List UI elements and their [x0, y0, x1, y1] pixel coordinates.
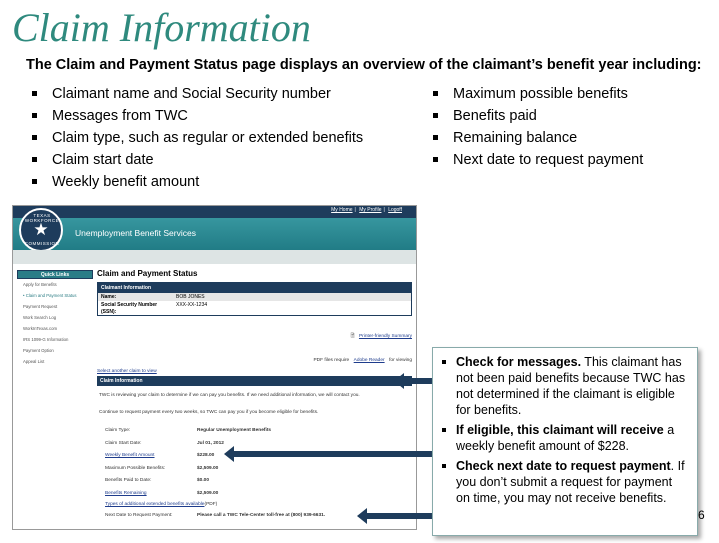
intro-text: The Claim and Payment Status page displays an overview of the claimant’s benefit year including:	[26, 57, 702, 73]
sidebar-item-apply[interactable]: Apply for Benefits	[23, 282, 57, 287]
claimant-info-box: Claimant Information Name: BOB JONES Social Security Number XXX-XX-1234 (SSN):	[97, 282, 412, 316]
sidebar-item-claim-status[interactable]: • Claim and Payment Status	[23, 293, 77, 298]
callout-item-weekly: If eligible, this claimant will receive a weekly benefit amount of $228.	[441, 422, 689, 454]
types-extended-benefits-link[interactable]: Types of additional extended benefits available	[105, 502, 205, 507]
star-icon: ★	[33, 220, 49, 239]
next-date-row: Next Date to Request Payment: Please call a TWC Tele-Center toll-free at (800) 939-6631.	[105, 513, 326, 518]
ssn-row: Social Security Number XXX-XX-1234	[101, 302, 208, 308]
bullet-item: Messages from TWC	[28, 105, 363, 127]
weekly-benefit-link[interactable]: Weekly Benefit Amount	[105, 453, 155, 458]
sidebar-item-workintexas[interactable]: WorkInTexas.com	[23, 326, 58, 331]
bullet-list-right	[429, 83, 643, 171]
sidebar-item-payment-option[interactable]: Payment Option	[23, 348, 54, 353]
arrow-messages	[403, 378, 433, 384]
bullet-item: Remaining balance	[429, 127, 643, 149]
claim-row: Maximum Possible Benefits: $2,509.00	[105, 465, 219, 471]
bullet-item: Maximum possible benefits	[429, 83, 643, 105]
divider-band	[13, 250, 416, 264]
logoff-link[interactable]: Logoff	[388, 207, 402, 213]
bullet-item: Claimant name and Social Security number	[28, 83, 363, 105]
bullet-item: Weekly benefit amount	[28, 171, 363, 193]
message-review: TWC is reviewing your claim to determine if we can pay you benefits. If we need additional information, we will contact you.	[99, 393, 360, 398]
select-claim-link[interactable]: Select another claim to view	[97, 369, 157, 374]
callout-item-next-date: Check next date to request payment. If you don’t submit a request for payment on time, you may not receive benefits.	[441, 458, 689, 506]
claim-row: Benefits Paid to Date: $0.00	[105, 478, 210, 483]
quick-links-sidebar	[17, 270, 93, 367]
document-icon: 🗎	[350, 334, 355, 339]
printer-friendly-link[interactable]: Printer-friendly Summary	[358, 334, 412, 339]
main-content	[97, 269, 412, 523]
top-links: My Home | My Profile | Logoff	[331, 207, 402, 213]
page-heading: Claim and Payment Status	[97, 269, 198, 278]
my-profile-link[interactable]: My Profile	[359, 207, 382, 213]
bullet-item: Next date to request payment	[429, 149, 643, 171]
arrow-weekly-benefit	[233, 451, 433, 457]
claim-row: Claim Start Date: Jul 01, 2012	[105, 440, 224, 446]
claim-row: Claim Type: Regular Unemployment Benefits	[105, 428, 272, 433]
claimant-info-header: Claimant Information	[98, 283, 411, 293]
claim-row: Benefits Remaining $2,509.00	[97, 488, 412, 501]
bullet-item: Claim start date	[28, 149, 363, 171]
quick-links-title: Quick Links	[17, 270, 93, 279]
printer-row	[97, 324, 412, 342]
name-row: Name: BOB JONES	[98, 293, 411, 301]
bullet-item: Claim type, such as regular or extended benefits	[28, 127, 363, 149]
message-continue: Continue to request payment every two weeks, so TWC can pay you if you become eligible for benefits.	[99, 410, 319, 415]
sidebar-item-1099g[interactable]: IRS 1099-G Information	[23, 337, 69, 342]
service-title: Unemployment Benefit Services	[75, 228, 196, 238]
benefits-remaining-link[interactable]: Benefits Remaining	[105, 490, 147, 496]
claim-row: Weekly Benefit Amount $228.00	[97, 450, 412, 463]
callout-item-messages: Check for messages. This claimant has not been paid benefits because TWC has not determined if the claimant is eligible for benefits.	[441, 354, 689, 418]
page-number: 6	[698, 508, 705, 522]
my-home-link[interactable]: My Home	[331, 207, 353, 213]
sidebar-item-appeal-list[interactable]: Appeal List	[23, 359, 45, 364]
bullet-list-left	[28, 83, 363, 193]
types-row: Types of additional extended benefits available (PDF)	[97, 500, 412, 510]
adobe-reader-link[interactable]: Adobe Reader	[353, 358, 385, 363]
pdf-note-row: PDF files require Adobe Reader for viewing	[313, 358, 412, 363]
sidebar-item-payment-request[interactable]: Payment Request	[23, 304, 58, 309]
screenshot-panel	[12, 205, 417, 530]
slide-title: Claim Information	[12, 5, 311, 50]
arrow-next-date	[366, 513, 433, 519]
top-bar	[13, 206, 416, 218]
twc-seal-logo: TEXAS WORKFORCE ★ COMMISSION	[19, 208, 63, 252]
callout-box	[432, 347, 698, 536]
claim-info-header: Claim Information	[97, 376, 412, 386]
sidebar-item-work-search[interactable]: Work Search Log	[23, 315, 57, 320]
bullet-item: Benefits paid	[429, 105, 643, 127]
